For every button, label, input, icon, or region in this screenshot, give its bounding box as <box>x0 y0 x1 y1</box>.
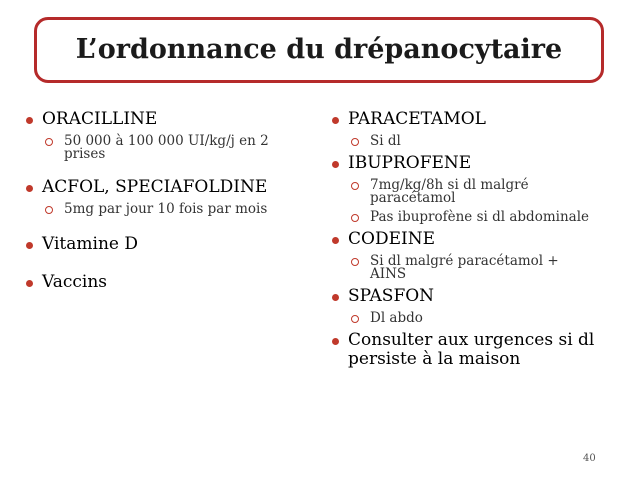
circle-bullet-icon <box>351 138 359 146</box>
bullet-icon <box>26 280 33 287</box>
bullet-icon <box>332 294 339 301</box>
circle-bullet-icon <box>45 138 53 146</box>
circle-bullet-icon <box>351 182 359 190</box>
sub-item-label: Dl abdo <box>370 310 423 326</box>
item-label: Consulter aux urgences si dl persiste à la maison <box>348 330 595 369</box>
sub-list-item <box>22 203 312 216</box>
bullet-icon <box>26 117 33 124</box>
item-label: ACFOL, SPECIAFOLDINE <box>42 177 268 197</box>
item-label: Vitamine D <box>42 234 138 254</box>
list-item <box>328 110 598 129</box>
sub-item-label: Pas ibuprofène si dl abdominale <box>370 209 589 225</box>
bullet-icon <box>332 161 339 168</box>
list-item <box>328 287 598 306</box>
sub-list-item <box>22 135 312 161</box>
bullet-icon <box>332 237 339 244</box>
item-label: CODEINE <box>348 229 435 249</box>
right-column <box>328 110 598 375</box>
sub-list-item <box>328 312 598 325</box>
list-item <box>22 110 312 129</box>
list-item <box>328 230 598 249</box>
sub-item-label: Si dl malgré paracétamol + AINS <box>370 253 559 282</box>
sub-item-label: Si dl <box>370 133 401 149</box>
bullet-icon <box>26 242 33 249</box>
list-item <box>22 273 312 292</box>
item-label: ORACILLINE <box>42 109 158 129</box>
title-box <box>34 17 604 83</box>
sub-item-label: 50 000 à 100 000 UI/kg/j en 2 prises <box>64 133 269 162</box>
slide-title: L’ordonnance du drépanocytaire <box>75 34 563 65</box>
list-item <box>328 331 598 369</box>
bullet-icon <box>332 338 339 345</box>
list-item <box>22 178 312 197</box>
sub-list-item <box>328 135 598 148</box>
item-label: IBUPROFENE <box>348 153 472 173</box>
item-label: Vaccins <box>42 272 108 292</box>
bullet-icon <box>26 185 33 192</box>
list-item <box>22 235 312 254</box>
left-column <box>22 110 312 298</box>
sub-item-label: 5mg par jour 10 fois par mois <box>64 201 268 217</box>
bullet-icon <box>332 117 339 124</box>
list-item <box>328 154 598 173</box>
sub-list-item <box>328 255 598 281</box>
circle-bullet-icon <box>351 258 359 266</box>
item-label: SPASFON <box>348 286 435 306</box>
sub-item-label: 7mg/kg/8h si dl malgré paracétamol <box>370 177 529 206</box>
circle-bullet-icon <box>351 214 359 222</box>
item-label: PARACETAMOL <box>348 109 486 129</box>
sub-list-item <box>328 179 598 205</box>
circle-bullet-icon <box>45 206 53 214</box>
page-number: 40 <box>583 453 596 464</box>
circle-bullet-icon <box>351 315 359 323</box>
sub-list-item <box>328 211 598 224</box>
